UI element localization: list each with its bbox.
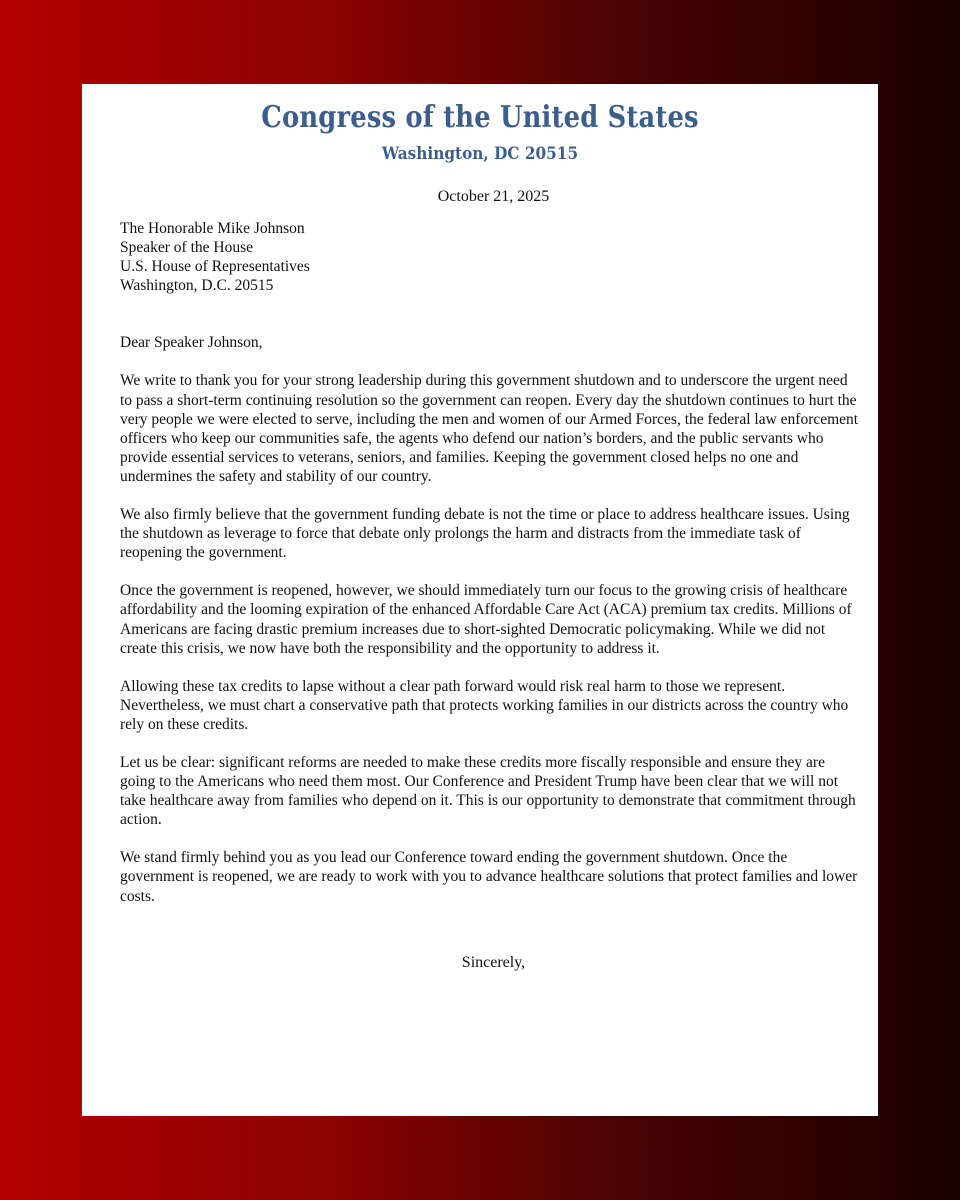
address-line: U.S. House of Representatives [120,258,310,276]
salutation: Dear Speaker Johnson, [120,334,263,352]
recipient-address [120,219,862,295]
body-paragraph: We write to thank you for your strong leadership during this government shutdown and to underscore the urgent need to pass a short-term continuing resolution so the government can reopen. Every day the shutdown continues to hurt the very people we were elected to serve, including the men and women of our Armed Forces, the federal law enforcement officers who keep our communities safe, the agents who defend our nation’s borders, and the public servants who provide essential services to veterans, seniors, and families. Keeping the government closed helps no one and undermines the safety and stability of our country. [120,372,859,485]
body-paragraph: Once the government is reopened, however, we should immediately turn our focus to the growing crisis of healthcare affordability and the looming expiration of the enhanced Affordable Care Act (ACA) premium tax credits. Millions of Americans are facing drastic premium increases due to short-sighted Democratic policymaking. While we did not create this crisis, we now have both the responsibility and the opportunity to address it. [120,582,852,657]
letter-body [120,219,862,925]
address-line: Speaker of the House [120,239,253,257]
closing: Sincerely, [461,954,526,971]
letterhead-title: Congress of the United States [261,100,699,135]
body-paragraph: We also firmly believe that the government funding debate is not the time or place to address healthcare issues. Using the shutdown as leverage to force that debate only prolongs the harm and distracts from the immediate task of reopening the government. [120,506,850,562]
address-line: The Honorable Mike Johnson [120,220,305,237]
letterhead-subtitle: Washington, DC 20515 [381,144,579,164]
letter-page [82,84,878,1116]
body-paragraph: Let us be clear: significant reforms are needed to make these credits more fiscally responsible and ensure they are going to the Americans who need them most. Our Conference and President Trump have been clear that we will not take healthcare away from families who depend on it. This is our opportunity to demonstrate that commitment through action. [120,753,856,829]
letter-date: October 21, 2025 [437,188,550,205]
body-paragraph: Allowing these tax credits to lapse without a clear path forward would risk real harm to those we represent. Nevertheless, we must chart a conservative path that protects working families in our districts across the country who rely on these credits. [120,677,849,733]
body-paragraph: We stand firmly behind you as you lead our Conference toward ending the government shutdown. Once the government is reopened, we are ready to work with you to advance healthcare solutions that protect families and lower costs. [120,849,858,905]
address-line: Washington, D.C. 20515 [120,277,274,295]
